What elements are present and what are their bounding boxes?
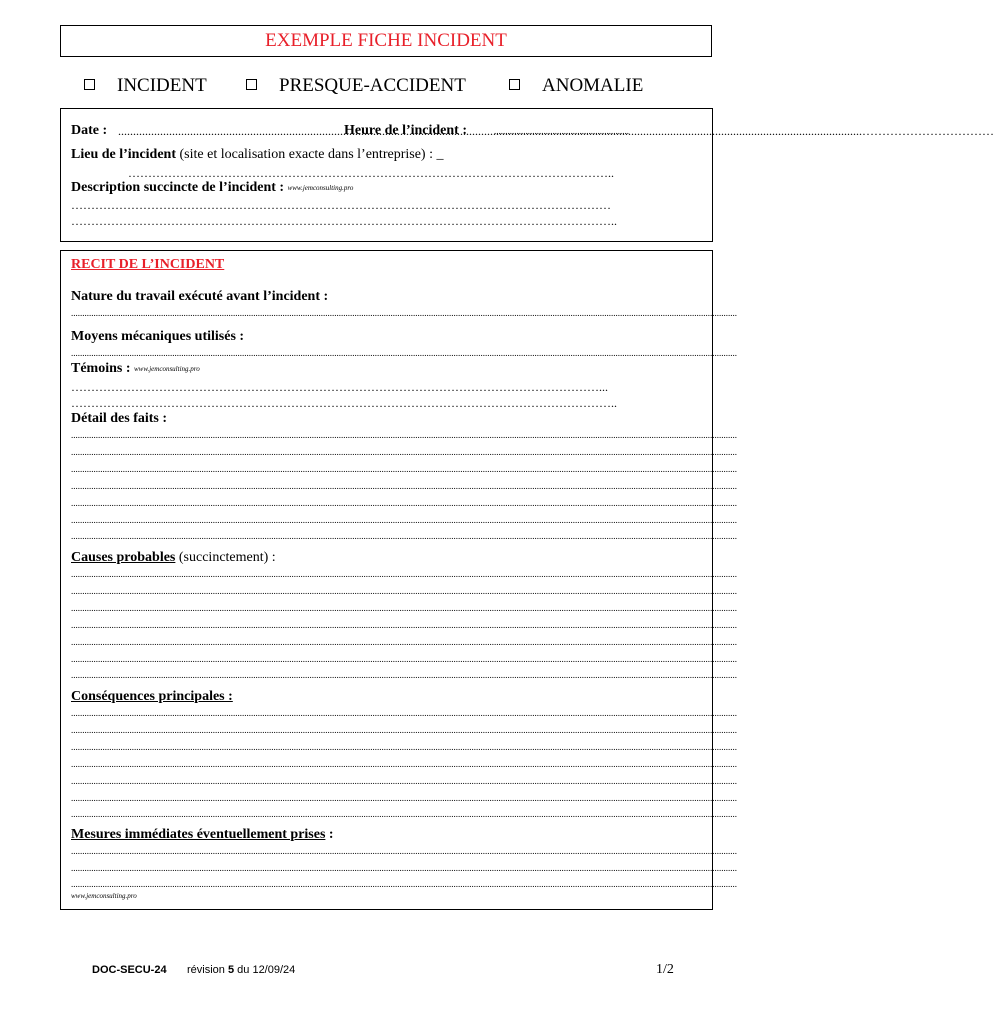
detail-field-line[interactable]: [71, 446, 701, 459]
description-field-line-1[interactable]: ………………………………………………………………………………………………………………………: [71, 198, 611, 212]
temoins-label-line: [71, 360, 200, 378]
checkbox-incident[interactable]: [84, 79, 95, 90]
detail-field-line[interactable]: [71, 514, 701, 527]
mesures-label: Mesures immédiates éventuellement prises: [71, 827, 326, 842]
moyens-label: Moyens mécaniques utilisés :: [71, 329, 245, 344]
temoins-field-line-2[interactable]: ………………………………………………………………………………………………………………………..: [71, 396, 617, 410]
recit-title: RECIT DE L’INCIDENT: [71, 257, 225, 272]
form-title: EXEMPLE FICHE INCIDENT: [60, 25, 712, 57]
description-label-line: [71, 179, 353, 197]
type-option-incident[interactable]: [84, 73, 207, 99]
causes-label-line: [71, 549, 276, 566]
heure-label: Heure de l’incident :: [344, 123, 468, 138]
causes-field-line[interactable]: [71, 585, 701, 598]
mesures-label-line: [71, 826, 334, 843]
date-label: Date :: [71, 123, 108, 138]
causes-field-line[interactable]: [71, 669, 701, 682]
watermark-link: www.jemconsulting.pro: [71, 892, 137, 900]
detail-field-line[interactable]: [71, 480, 701, 493]
consequences-field-line[interactable]: [71, 724, 701, 737]
mesures-field-line[interactable]: [71, 845, 701, 858]
temoins-field-line-1[interactable]: ……………………………………………………………………………………………………………………...: [71, 380, 608, 394]
description-field-line-2[interactable]: ………………………………………………………………………………………………………………………..: [71, 214, 617, 228]
lieu-label-line: Lieu de l’incident (site et localisation exacte dans l’entreprise) : _: [71, 147, 444, 162]
causes-field-line[interactable]: [71, 636, 701, 649]
type-option-presque-accident[interactable]: [246, 73, 466, 99]
consequences-field-line[interactable]: [71, 707, 701, 720]
temoins-label: Témoins :: [71, 361, 131, 376]
revision-number: 5: [227, 964, 235, 976]
lieu-label: Lieu de l’incident: [71, 147, 177, 162]
checkbox-presque-accident[interactable]: [246, 79, 257, 90]
description-label: Description succincte de l’incident :: [71, 180, 285, 195]
mesures-field-line[interactable]: [71, 878, 701, 891]
consequences-field-line[interactable]: [71, 808, 701, 821]
causes-note: (succinctement) :: [178, 550, 276, 565]
consequences-field-line[interactable]: [71, 758, 701, 771]
nature-label: Nature du travail exécuté avant l’incident :: [71, 289, 329, 304]
causes-field-line[interactable]: [71, 653, 701, 666]
detail-label: Détail des faits :: [71, 411, 168, 426]
detail-field-line[interactable]: [71, 463, 701, 476]
detail-field-line[interactable]: [71, 530, 701, 543]
causes-field-line[interactable]: [71, 602, 701, 615]
detail-field-line[interactable]: [71, 429, 701, 442]
checkbox-anomalie[interactable]: [509, 79, 520, 90]
type-option-anomalie[interactable]: [509, 73, 643, 99]
type-label-presque-accident: PRESQUE-ACCIDENT: [279, 75, 466, 96]
page-number: 1/2: [656, 962, 674, 977]
heure-field[interactable]: ............................................................: [494, 126, 629, 136]
consequences-label: Conséquences principales :: [71, 689, 233, 704]
mesures-field-line[interactable]: [71, 862, 701, 875]
mesures-suffix: :: [325, 827, 334, 842]
type-label-anomalie: ANOMALIE: [542, 75, 644, 96]
incident-type-row: [84, 73, 704, 99]
causes-field-line[interactable]: [71, 619, 701, 632]
date-field[interactable]: ..... ……………………………: [118, 124, 270, 138]
type-label-incident: INCIDENT: [117, 75, 207, 96]
watermark-link: www.jemconsulting.pro: [134, 365, 200, 373]
lieu-note: (site et localisation exacte dans l’entreprise) :: [179, 147, 433, 162]
causes-label: Causes probables: [71, 550, 176, 565]
watermark-link: www.jemconsulting.pro: [287, 184, 354, 192]
consequences-field-line[interactable]: [71, 775, 701, 788]
causes-field-line[interactable]: [71, 568, 701, 581]
nature-field[interactable]: [71, 307, 701, 320]
consequences-field-line[interactable]: [71, 741, 701, 754]
revision-date: du 12/09/24: [237, 964, 296, 976]
lieu-field[interactable]: …………………………………………………………………………………………………………..: [128, 166, 614, 180]
consequences-field-line[interactable]: [71, 792, 701, 805]
detail-field-line[interactable]: [71, 497, 701, 510]
moyens-field[interactable]: [71, 347, 701, 360]
doc-code: DOC-SECU-24: [92, 964, 167, 976]
revision-prefix: révision: [187, 964, 225, 976]
revision-info: [187, 964, 295, 976]
